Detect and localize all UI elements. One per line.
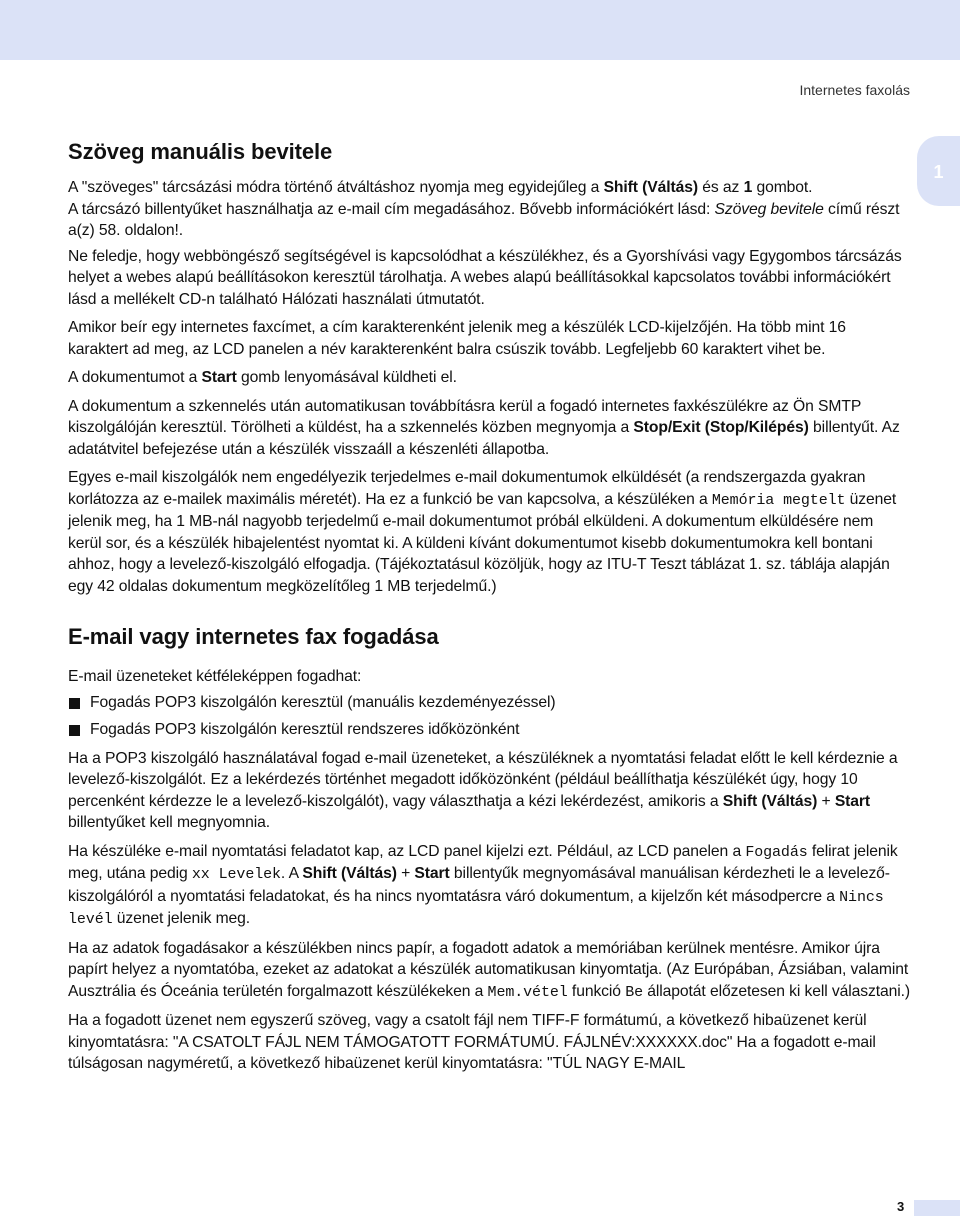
paragraph-lcd-receive: Ha készüléke e-mail nyomtatási feladatot kap, az LCD panel kijelzi ezt. Például, az LCD panelen a Fogadás felirat jelenik meg, utána pedig xx Levelek. A Shift (Váltás) + Start billentyűk megnyomásával manuálisan kérdezheti le a levelező-kiszolgálóról a nyomtatási feladatokat, és ha nincs nyomtatásra váró dokumentum, a kijelzőn két másodpercre a Nincs levél üzenet jelenik meg. — [68, 842, 898, 928]
paragraph-lcd-characters: Amikor beír egy internetes faxcímet, a cím karakterenként jelenik meg a készülék LCD-kijelzőjén. Ha több mint 16 karaktert ad meg, az LCD panelen a név karakterenként balra csúszik tovább. Legfeljebb 60 karaktert vihet be. — [68, 319, 846, 358]
paragraph-receive-intro: E-mail üzeneteket kétféleképpen fogadhat: — [68, 668, 362, 685]
chapter-tab — [917, 136, 960, 206]
section-title-manual-input: Szöveg manuális bevitele — [68, 139, 333, 164]
page-content — [68, 138, 910, 1082]
receive-methods-list — [68, 692, 910, 741]
chapter-number: 1 — [933, 162, 944, 182]
paragraph-web-settings: Ne feledje, hogy webböngésző segítségével is kapcsolódhat a készülékhez, és a Gyorshívási vagy Egygombos tárcsázás helyet a webes alapú beállításokon keresztül tárolhatja. A webes alapú beállításokkal kapcsolatos további információkért lásd a mellékelt CD-n található Hálózati használati útmutatót. — [68, 247, 902, 308]
section-title-receiving: E-mail vagy internetes fax fogadása — [68, 624, 439, 649]
page-number: 3 — [897, 1199, 905, 1214]
lcd-message: Fogadás — [745, 843, 808, 861]
cross-reference-link[interactable]: Szöveg bevitele — [714, 200, 824, 218]
paragraph-smtp-transfer: A dokumentum a szkennelés után automatikusan továbbításra kerül a fogadó internetes faxkészülékre az Ön SMTP kiszolgálóján keresztül. Törölheti a küldést, ha a szkennelés közben megnyomja a Stop/Exit (Stop/Kilépés) billentyűt. Az adatátvitel befejezése után a készülék visszaáll a készenléti állapotba. — [68, 397, 900, 458]
list-item: Fogadás POP3 kiszolgálón keresztül rendszeres időközönként — [68, 719, 910, 741]
paragraph-pop3-polling: Ha a POP3 kiszolgáló használatával fogad e-mail üzeneteket, a készüléknek a nyomtatási feladat előtt le kell kérdeznie a levelező-kiszolgálót. Ez a lekérdezés történhet megadott időközönként (például beállíthatja készülékét úgy, hogy 10 percenként kérdezze le a levelező-kiszolgálót), vagy választhatja a kézi lekérdezést, amikoris a Shift (Váltás) + Start billentyűket kell megnyomnia. — [68, 749, 898, 831]
top-header-band — [0, 0, 960, 60]
lcd-message: Be — [625, 983, 644, 1001]
lcd-message: Mem.vétel — [487, 983, 568, 1001]
lcd-message: Nincs levél — [68, 888, 884, 928]
lcd-message: xx Levelek — [191, 866, 281, 883]
paragraph-memory-receive: Ha az adatok fogadásakor a készülékben nincs papír, a fogadott adatok a memóriában kerülnek mentésre. Amikor újra papírt helyez a nyomtatóba, ezeket az adatokat a készülék automatikusan kinyomtatja. (Az Európában, Ázsiában, valamint Ausztrália és Óceánia területén forgalmazott készülékeken a Mem.vétel funkció Be állapotát előzetesen ki kell választani.) — [68, 939, 911, 1001]
paragraph-shift-mode: A "szöveges" tárcsázási módra történő átváltáshoz nyomja meg egyidejűleg a Shift (Váltás) és az 1 gombot. A tárcsázó billentyűket használhatja az e-mail cím megadásához. Bővebb információkért lásd: Szöveg bevitele című részt a(z) 58. oldalon!. — [68, 179, 900, 239]
footer-band — [914, 1200, 960, 1216]
paragraph-start-send: A dokumentumot a Start gomb lenyomásával küldheti el. — [68, 369, 457, 386]
square-bullet-icon — [69, 725, 80, 736]
paragraph-error-messages: Ha a fogadott üzenet nem egyszerű szöveg, vagy a csatolt fájl nem TIFF-F formátumú, a következő hibaüzenet kerül kinyomtatásra: "A CSATOLT FÁJL NEM TÁMOGATOTT FORMÁTUMÚ. FÁJLNÉV:XXXXXX.doc" Ha a fogadott e-mail túlságosan nagyméretű, a következő hibaüzenet kerül kinyomtatásra: "TÚL NAGY E-MAIL — [68, 1012, 876, 1072]
list-item: Fogadás POP3 kiszolgálón keresztül (manuális kezdeményezéssel) — [68, 692, 910, 714]
running-header-title: Internetes faxolás — [799, 82, 910, 98]
paragraph-email-size-limit: Egyes e-mail kiszolgálók nem engedélyezik terjedelmes e-mail dokumentumok elküldését (a rendszergazda gyakran korlátozza az e-mailek maximális méretét). Ha ez a funkció be van kapcsolva, a készüléken a Memória megtelt üzenet jelenik meg, ha 1 MB-nál nagyobb terjedelmű e-mail dokumentumot próbál elküldeni. A dokumentum elküldésére nem kerül sor, és a készülék hibajelentést nyomtat ki. A küldeni kívánt dokumentumot kisebb dokumentumokra kell bontani ahhoz, hogy a levelező-kiszolgáló elfogadja. (Tájékoztatásul közöljük, hogy az ITU-T Teszt táblázat 1. sz. táblája alapján egy 42 oldalas dokumentum megközelítőleg 1 MB terjedelmű.) — [68, 469, 897, 595]
lcd-message: Memória megtelt — [711, 491, 846, 509]
square-bullet-icon — [69, 698, 80, 709]
